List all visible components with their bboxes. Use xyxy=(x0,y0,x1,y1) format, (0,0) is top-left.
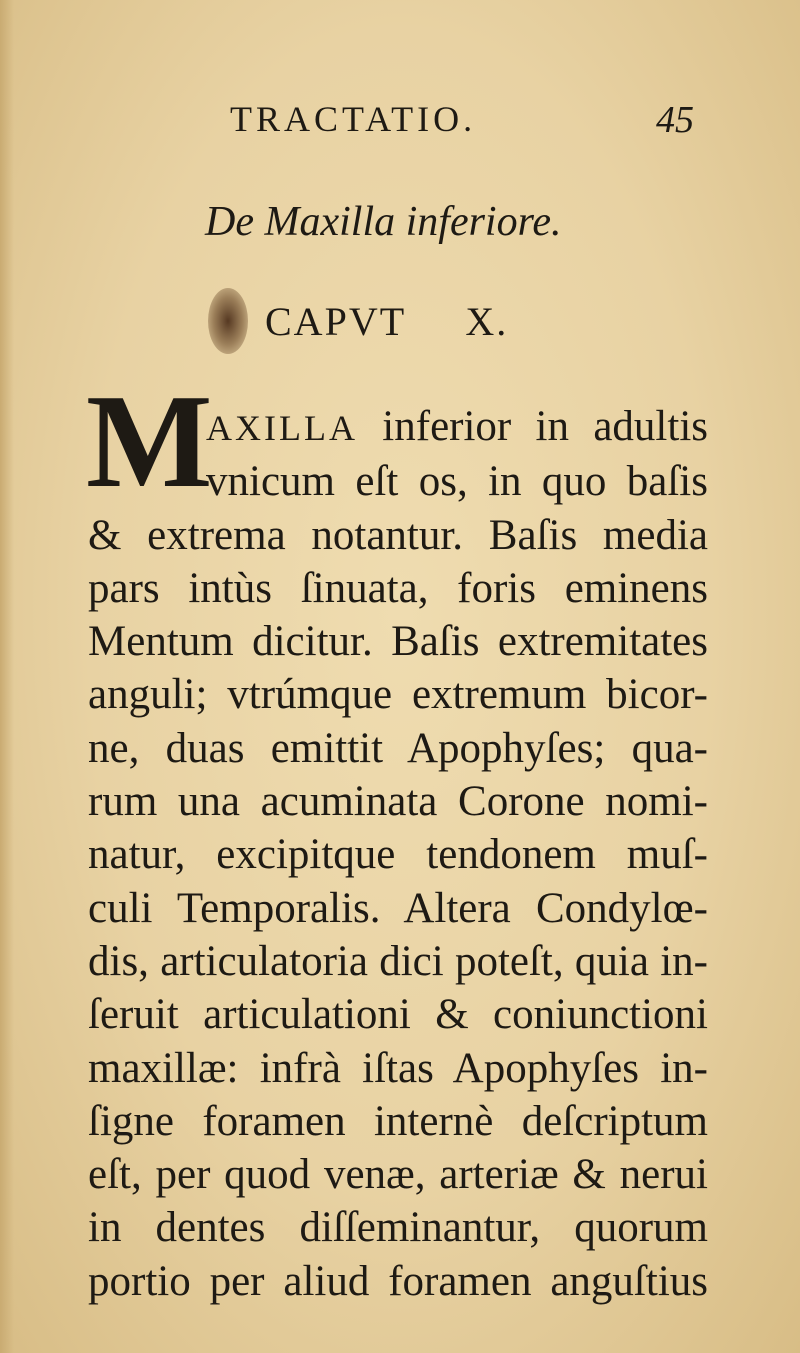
body-line: eſt, per quod venæ, arteriæ & nerui xyxy=(88,1151,708,1199)
body-line: Mentum dicitur. Baſis extremitates xyxy=(88,618,708,666)
first-word-smallcaps: AXILLA xyxy=(206,408,358,448)
line1-rest: inferior in adultis xyxy=(382,403,708,450)
body-line: portio per aliud foramen anguſtius xyxy=(88,1257,708,1305)
body-text xyxy=(88,400,708,1308)
body-line: ſeruit articulationi & coniunctioni xyxy=(88,991,708,1039)
body-line: dis, articulatoria dici poteſt, quia in- xyxy=(88,937,708,985)
section-title: De Maxilla inferiore. xyxy=(205,199,562,245)
drop-capital: M xyxy=(86,367,213,515)
running-title: TRACTATIO. xyxy=(230,99,477,139)
chapter-heading: CAPVT X. xyxy=(265,299,509,344)
body-line: ſigne foramen internè deſcriptum xyxy=(88,1097,708,1145)
page-header xyxy=(230,98,700,148)
ink-stain xyxy=(208,288,248,354)
body-line: pars intùs ſinuata, foris eminens xyxy=(88,564,708,612)
body-line: in dentes diſſeminantur, quorum xyxy=(88,1204,708,1252)
body-line-1 xyxy=(88,400,708,455)
body-line: & extrema notantur. Baſis media xyxy=(88,511,708,559)
body-line: anguli; vtrúmque extremum bicor- xyxy=(88,671,708,719)
body-line: rum una acuminata Corone nomi- xyxy=(88,778,708,826)
body-line: culi Temporalis. Altera Condylœ- xyxy=(88,884,708,932)
page-number: 45 xyxy=(656,99,694,141)
page-edge-shadow xyxy=(0,0,14,1353)
body-line: natur, excipitque tendonem muſ- xyxy=(88,831,708,879)
body-line: ne, duas emittit Apophyſes; qua- xyxy=(88,724,708,772)
body-line: maxillæ: infrà iſtas Apophyſes in- xyxy=(88,1044,708,1092)
body-line: vnicum eſt os, in quo baſis xyxy=(206,458,708,506)
